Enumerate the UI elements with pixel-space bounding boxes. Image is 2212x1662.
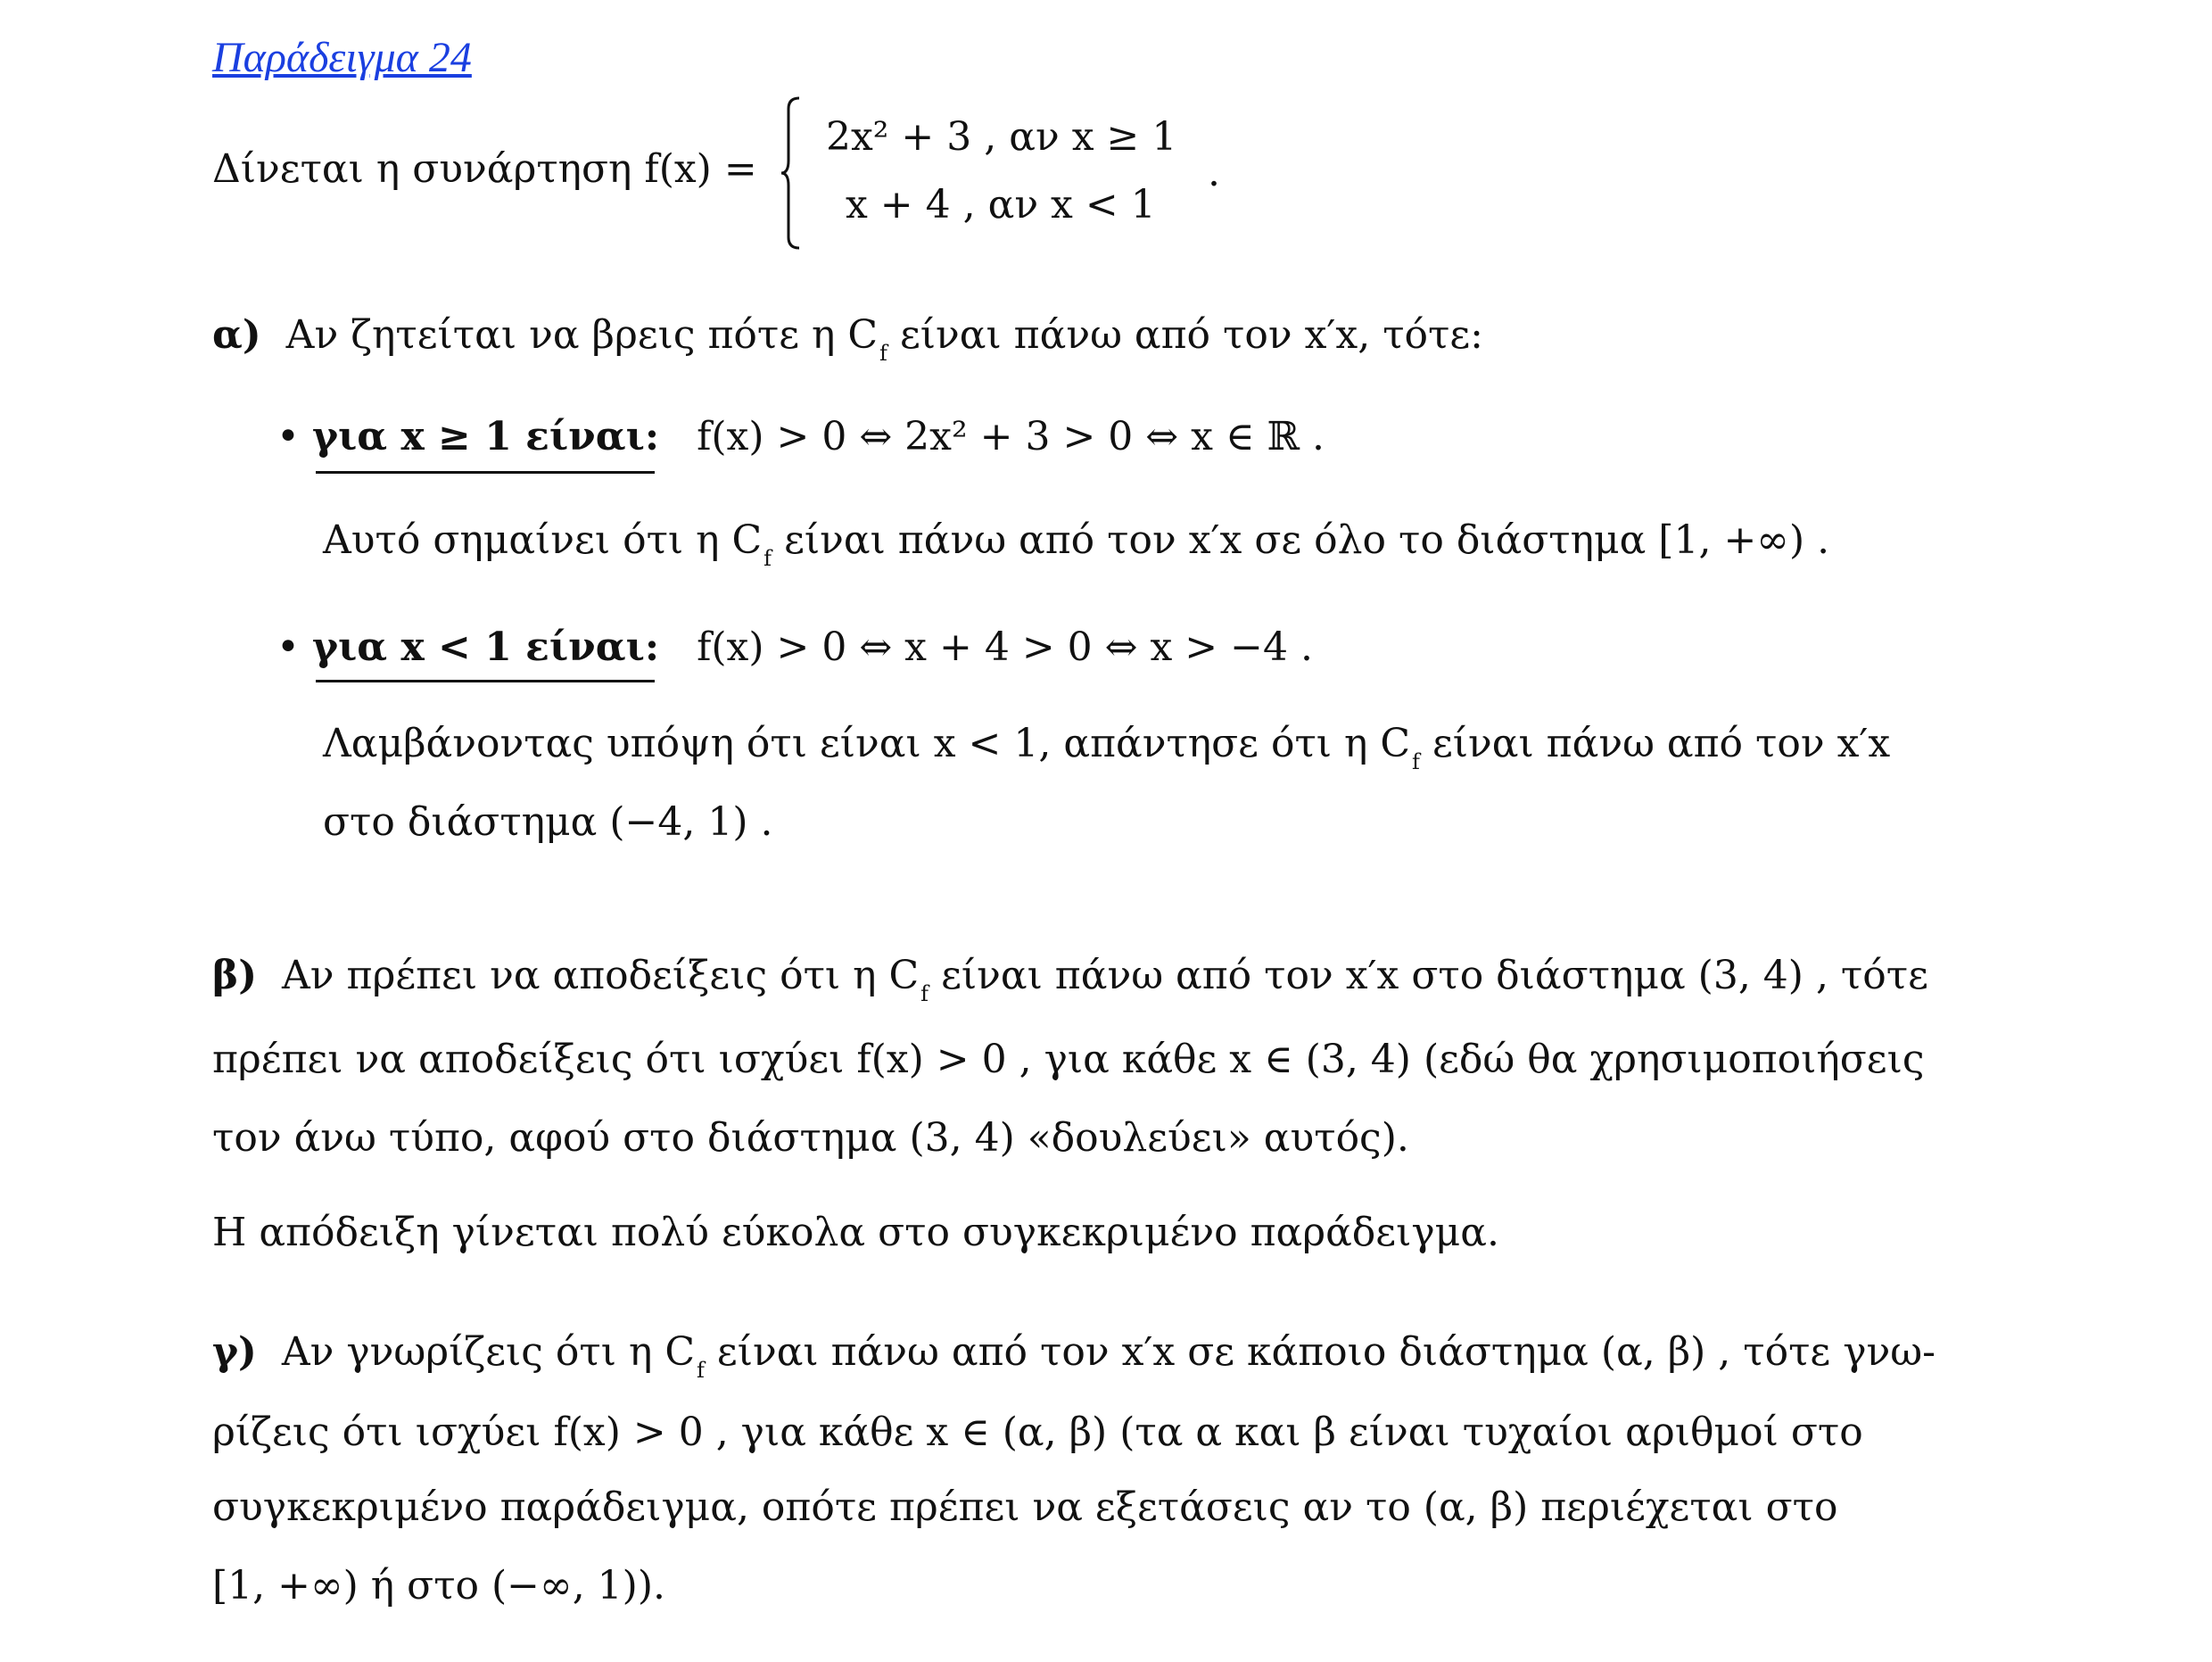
bullet-1-explain-text: Αυτό σημαίνει ότι η C	[323, 517, 763, 563]
part-b-line-1	[212, 953, 1928, 1007]
cf-subscript: f	[697, 1358, 705, 1383]
part-b-line-4: Η απόδειξη γίνεται πολύ εύκολα στο συγκεκριμένο παράδειγμα.	[212, 1210, 1499, 1255]
bullet-2-explain-2: στο διάστημα (−4, 1) .	[323, 799, 773, 845]
bullet-2	[276, 624, 1313, 672]
bullet-2-formula: f(x) > 0 ⇔ x + 4 > 0 ⇔ x > −4 .	[697, 624, 1313, 670]
part-c-label: γ)	[212, 1329, 257, 1375]
part-a-line	[212, 312, 1483, 367]
part-b-line-2: πρέπει να αποδείξεις ότι ισχύει f(x) > 0 , για κάθε x ∈ (3, 4) (εδώ θα χρησιμοποιήσεις	[212, 1037, 1925, 1082]
part-b-label: β)	[212, 953, 258, 998]
part-c-line1-end: είναι πάνω από τον x′x σε κάποιο διάστημα (α, β) , τότε γνω-	[716, 1329, 1936, 1375]
cf-subscript: f	[763, 546, 772, 571]
part-a-text: Αν ζητείται να βρεις πότε η C	[285, 312, 879, 358]
part-a-text-end: είναι πάνω από τον x′x, τότε:	[899, 312, 1483, 358]
piecewise-case-2: x + 4 , αν x < 1	[846, 182, 1156, 227]
part-b-line1-text: Αν πρέπει να αποδείξεις ότι η C	[282, 953, 920, 998]
cf-subscript: f	[879, 341, 887, 366]
bullet-1	[276, 414, 1325, 461]
part-b-line1-end: είναι πάνω από τον x′x στο διάστημα (3, 4) , τότε	[941, 953, 1928, 998]
part-c-line-3: συγκεκριμένο παράδειγμα, οπότε πρέπει να εξετάσεις αν το (α, β) περιέχεται στο	[212, 1484, 1838, 1530]
piecewise-brace	[781, 96, 794, 246]
bullet-1-head: για x ≥ 1 είναι:	[311, 414, 660, 459]
bullet-2-underline	[316, 680, 655, 682]
bullet-2-head: για x < 1 είναι:	[311, 624, 660, 670]
part-c-line-1	[212, 1329, 1936, 1384]
bullet-1-underline	[316, 471, 655, 474]
bullet-2-explain-1	[323, 721, 1890, 775]
piecewise-case-1: 2x² + 3 , αν x ≥ 1	[826, 114, 1177, 160]
intro-period: .	[1208, 150, 1220, 195]
part-c-line-2: ρίζεις ότι ισχύει f(x) > 0 , για κάθε x ∈ (α, β) (τα α και β είναι τυχαίοι αριθμοί στο	[212, 1410, 1863, 1455]
part-c-line1-text: Αν γνωρίζεις ότι η C	[281, 1329, 696, 1375]
part-b-line-3: τον άνω τύπο, αφού στο διάστημα (3, 4) «δουλεύει» αυτός).	[212, 1115, 1409, 1161]
bullet-1-explain	[323, 517, 1829, 572]
left-brace-icon	[781, 96, 801, 250]
bullet-2-explain1-end: είναι πάνω από τον x′x	[1432, 721, 1891, 766]
bullet-dot-icon: •	[276, 414, 300, 459]
bullet-dot-icon: •	[276, 624, 300, 670]
bullet-2-explain1-text: Λαμβάνοντας υπόψη ότι είναι x < 1, απάντησε ότι η C	[323, 721, 1411, 766]
part-c-line-4: [1, +∞) ή στο (−∞, 1)).	[212, 1563, 665, 1608]
part-a-label: α)	[212, 312, 261, 358]
cf-subscript: f	[920, 981, 929, 1006]
bullet-1-formula: f(x) > 0 ⇔ 2x² + 3 > 0 ⇔ x ∈ ℝ .	[697, 414, 1325, 459]
example-title[interactable]: Παράδειγμα 24	[212, 34, 472, 81]
cf-subscript: f	[1412, 749, 1420, 774]
intro-given: Δίνεται η συνάρτηση f(x) =	[212, 146, 757, 192]
bullet-1-explain-end: είναι πάνω από τον x′x σε όλο το διάστημα [1, +∞) .	[784, 517, 1830, 563]
